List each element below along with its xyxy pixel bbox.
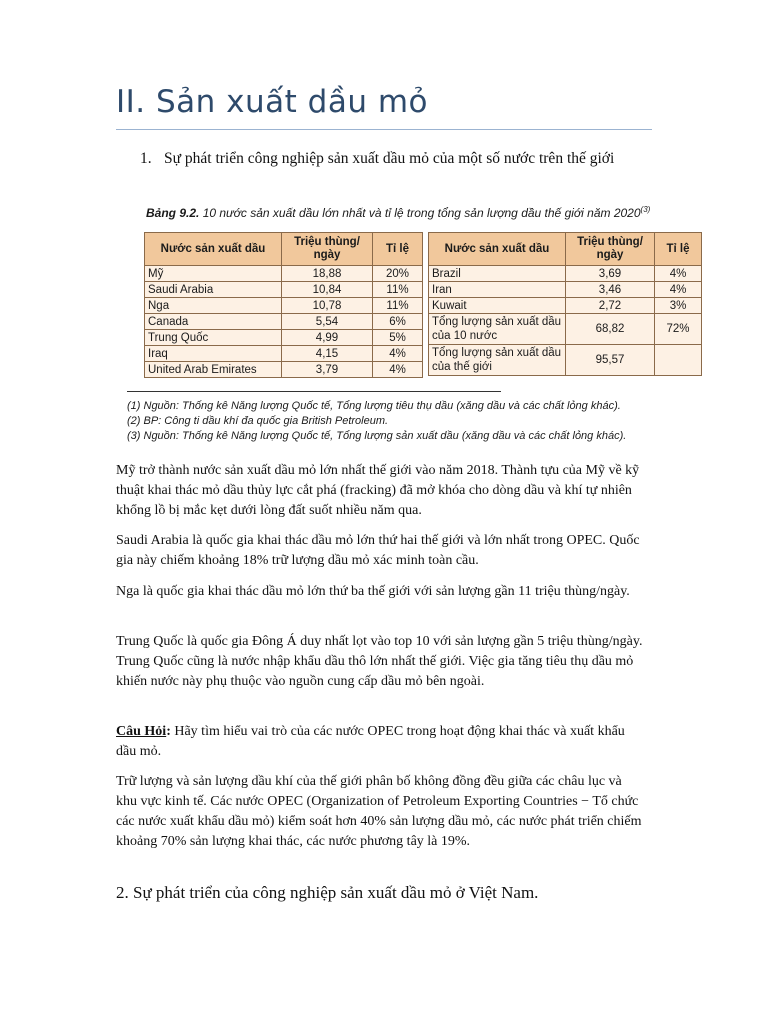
header-ratio: Tỉ lệ	[373, 233, 423, 266]
table-caption	[146, 205, 650, 220]
table-row	[145, 282, 423, 298]
header-ratio: Tỉ lệ	[655, 233, 702, 266]
paragraph-saudi-arabia: Saudi Arabia là quốc gia khai thác dầu mỏ lớn thứ hai thế giới và lớn nhất trong OPEC. Quốc gia này chiếm khoảng 18% trữ lượng dầu mỏ xác minh toàn cầu.	[116, 533, 640, 568]
cell-barrels: 3,46	[566, 282, 655, 298]
paragraph-china: Trung Quốc là quốc gia Đông Á duy nhất lọt vào top 10 với sản lượng gần 5 triệu thùng/ngày. Trung Quốc cũng là nước nhập khẩu dầu thô lớn nhất thế giới. Việc gia tăng tiêu thụ dầu mỏ khiến nước này phụ thuộc vào nguồn cung cấp dầu mỏ bên ngoài.	[116, 634, 643, 689]
cell-barrels: 5,54	[282, 314, 373, 330]
footnotes	[127, 399, 727, 444]
header-barrels: Triệu thùng/ ngày	[566, 233, 655, 266]
oil-table-left	[144, 232, 423, 378]
cell-country: Tổng lượng sản xuất dầu của 10 nước	[429, 314, 566, 345]
question-colon: :	[166, 724, 171, 739]
table-row	[145, 314, 423, 330]
cell-country: Nga	[145, 298, 282, 314]
cell-country: Canada	[145, 314, 282, 330]
table-row	[145, 346, 423, 362]
cell-country: Trung Quốc	[145, 330, 282, 346]
header-barrels: Triệu thùng/ ngày	[282, 233, 373, 266]
cell-ratio: 20%	[373, 266, 423, 282]
cell-country: Iran	[429, 282, 566, 298]
cell-ratio: 4%	[655, 266, 702, 282]
cell-ratio	[655, 345, 702, 376]
cell-barrels: 4,15	[282, 346, 373, 362]
table-row	[429, 266, 702, 282]
question-label: Câu Hỏi	[116, 724, 167, 739]
title-underline	[116, 129, 652, 130]
table-row	[429, 298, 702, 314]
table-row	[145, 266, 423, 282]
paragraph-russia: Nga là quốc gia khai thác dầu mỏ lớn thứ ba thế giới với sản lượng gần 11 triệu thùng/ngày.	[116, 584, 630, 599]
header-country: Nước sản xuất dầu	[145, 233, 282, 266]
table-row	[429, 345, 702, 376]
footnote-divider	[127, 391, 501, 392]
paragraph-question	[116, 722, 646, 762]
cell-country: Kuwait	[429, 298, 566, 314]
footnote-2: (2) BP: Công ti dầu khí đa quốc gia British Petroleum.	[127, 415, 389, 427]
cell-barrels: 3,79	[282, 362, 373, 378]
table-header-row	[429, 233, 702, 266]
table-row	[145, 298, 423, 314]
table-caption-sup: (3)	[640, 205, 651, 214]
cell-ratio: 11%	[373, 298, 423, 314]
table-row	[429, 314, 702, 345]
table-header-row	[145, 233, 423, 266]
cell-barrels: 2,72	[566, 298, 655, 314]
cell-barrels: 4,99	[282, 330, 373, 346]
paragraph-opec: Trữ lượng và sản lượng dầu khí của thế giới phân bố không đồng đều giữa các châu lục và khu vực kinh tế. Các nước OPEC (Organization of Petroleum Exporting Countries − Tổ chức các nước xuất khẩu dầu mỏ) kiểm soát hơn 40% sản lượng dầu mỏ, các nước phát triển chiếm khoảng 70% sản lượng khai thác, các nước phương tây là 19%.	[116, 774, 642, 849]
list-number: 1.	[140, 150, 152, 167]
section-2-heading: 2. Sự phát triển của công nghiệp sản xuất dầu mỏ ở Việt Nam.	[116, 883, 539, 902]
question-text: Hãy tìm hiểu vai trò của các nước OPEC trong hoạt động khai thác và xuất khẩu dầu mỏ.	[116, 724, 625, 759]
table-caption-label: Bảng 9.2.	[146, 206, 200, 220]
oil-table-right	[428, 232, 702, 376]
cell-barrels: 10,84	[282, 282, 373, 298]
paragraph-usa: Mỹ trở thành nước sản xuất dầu mỏ lớn nhất thế giới vào năm 2018. Thành tựu của Mỹ về kỹ thuật khai thác mỏ dầu thủy lực cắt phá (fracking) đã mở khóa cho dòng dầu và khí tự nhiên khổng lồ bị mắc kẹt dưới lòng đất suốt nhiều năm qua.	[116, 463, 640, 518]
table-row	[145, 330, 423, 346]
table-row	[145, 362, 423, 378]
cell-ratio: 72%	[655, 314, 702, 345]
list-text: Sự phát triển công nghiệp sản xuất dầu mỏ của một số nước trên thế giới	[164, 150, 615, 167]
cell-barrels: 18,88	[282, 266, 373, 282]
cell-barrels: 10,78	[282, 298, 373, 314]
cell-country: Saudi Arabia	[145, 282, 282, 298]
cell-barrels: 95,57	[566, 345, 655, 376]
cell-ratio: 6%	[373, 314, 423, 330]
cell-ratio: 4%	[373, 346, 423, 362]
header-country: Nước sản xuất dầu	[429, 233, 566, 266]
cell-ratio: 5%	[373, 330, 423, 346]
cell-country: Brazil	[429, 266, 566, 282]
cell-barrels: 3,69	[566, 266, 655, 282]
footnote-3: (3) Nguồn: Thống kê Năng lượng Quốc tế, Tổng lượng sản xuất dầu (xăng dầu và các chất lỏng khác).	[127, 430, 627, 442]
cell-country: Tổng lượng sản xuất dầu của thế giới	[429, 345, 566, 376]
cell-ratio: 3%	[655, 298, 702, 314]
footnote-1: (1) Nguồn: Thống kê Năng lượng Quốc tế, Tổng lượng tiêu thụ dầu (xăng dầu và các chất lỏng khác).	[127, 400, 621, 412]
cell-barrels: 68,82	[566, 314, 655, 345]
cell-country: United Arab Emirates	[145, 362, 282, 378]
table-caption-text: 10 nước sản xuất dầu lớn nhất và tỉ lệ trong tổng sản lượng dầu thế giới năm 2020	[199, 206, 641, 220]
page-title: II. Sản xuất dầu mỏ	[116, 84, 429, 120]
cell-country: Mỹ	[145, 266, 282, 282]
table-row	[429, 282, 702, 298]
cell-country: Iraq	[145, 346, 282, 362]
cell-ratio: 4%	[655, 282, 702, 298]
cell-ratio: 11%	[373, 282, 423, 298]
cell-ratio: 4%	[373, 362, 423, 378]
